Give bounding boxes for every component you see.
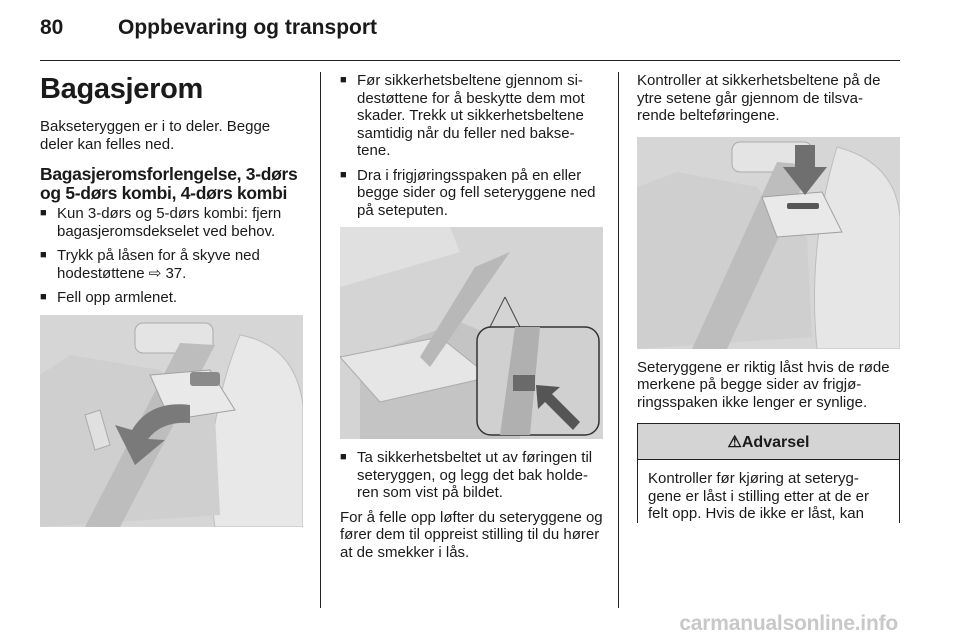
- square-bullet-icon: ■: [340, 74, 347, 86]
- belt-guide-illustration: [637, 137, 900, 349]
- list-item: ■ Kun 3-dørs og 5-dørs kombi: fjern bagasjeromsdekselet ved behov.: [40, 205, 282, 240]
- locked-check-paragraph: Seteryggene er riktig låst hvis de røde merkene på begge sider av frigjø-ringsspaken ikke lenger er synlige.: [637, 358, 890, 411]
- header-title: Oppbevaring og transport: [118, 16, 378, 39]
- bullet-list-1: [40, 205, 303, 307]
- bullet-list-3: [340, 449, 603, 502]
- list-item: ■ Fell opp armlenet.: [40, 289, 178, 306]
- list-item: ■ Trykk på låsen for å skyve ned hodestøttene ⇨ 37.: [40, 247, 260, 282]
- armrest-illustration: [40, 315, 303, 527]
- fold-up-paragraph: For å felle opp løfter du seteryggene og fører dem til oppreist stilling til du hører at de smekker i lås.: [340, 508, 603, 561]
- warning-header: [638, 424, 899, 460]
- square-bullet-icon: ■: [40, 207, 47, 219]
- bullet-list-2: [340, 72, 603, 219]
- page-header: [40, 16, 377, 46]
- armrest-drawing: [40, 315, 303, 527]
- square-bullet-icon: ■: [40, 249, 47, 261]
- column-1: [40, 72, 303, 537]
- column-2: [340, 72, 603, 567]
- section-heading: Bagasjerom: [40, 73, 204, 105]
- release-lever-illustration: [340, 227, 603, 439]
- page-number: 80: [40, 16, 64, 39]
- list-item: ■ Ta sikkerhetsbeltet ut av føringen til seteryggen, og legg det bak holde-ren som vist på bildet.: [340, 449, 593, 501]
- warning-text: Kontroller før kjøring at seteryg-gene er låst i stilling etter at de er felt opp. Hvis de ikke er låst, kan: [648, 470, 869, 522]
- belt-guide-drawing: [637, 137, 900, 349]
- square-bullet-icon: ■: [40, 291, 47, 303]
- warning-triangle-icon: ⚠: [727, 434, 742, 451]
- subsection-heading: Bagasjeromsforlengelse, 3-dørs og 5-dørs kombi, 4-dørs kombi: [40, 164, 298, 203]
- column-divider-2: [618, 72, 619, 608]
- watermark: carmanualsonline.info: [679, 612, 898, 635]
- belt-guide-paragraph: Kontroller at sikkerhetsbeltene på de ytre setene går gjennom de tilsva-rende belteføringene.: [637, 72, 881, 124]
- intro-text: Bakseteryggen er i to deler. Begge deler kan felles ned.: [40, 118, 271, 153]
- warning-box: [637, 423, 900, 523]
- list-item: ■ Dra i frigjøringsspaken på en eller begge sider og fell seteryggene ned på seteputen.: [340, 166, 596, 219]
- warning-title: Advarsel: [741, 434, 810, 451]
- column-divider-1: [320, 72, 321, 608]
- square-bullet-icon: ■: [340, 451, 347, 463]
- column-3: [637, 72, 900, 523]
- square-bullet-icon: ■: [340, 168, 347, 181]
- header-rule: [40, 60, 900, 61]
- list-item: ■ Før sikkerhetsbeltene gjennom si-destøttene for å beskytte dem mot skader. Trekk ut sikkerhetsbeltene samtidig når du feller ned bakse-tene.: [340, 72, 585, 159]
- release-lever-drawing: [340, 227, 603, 439]
